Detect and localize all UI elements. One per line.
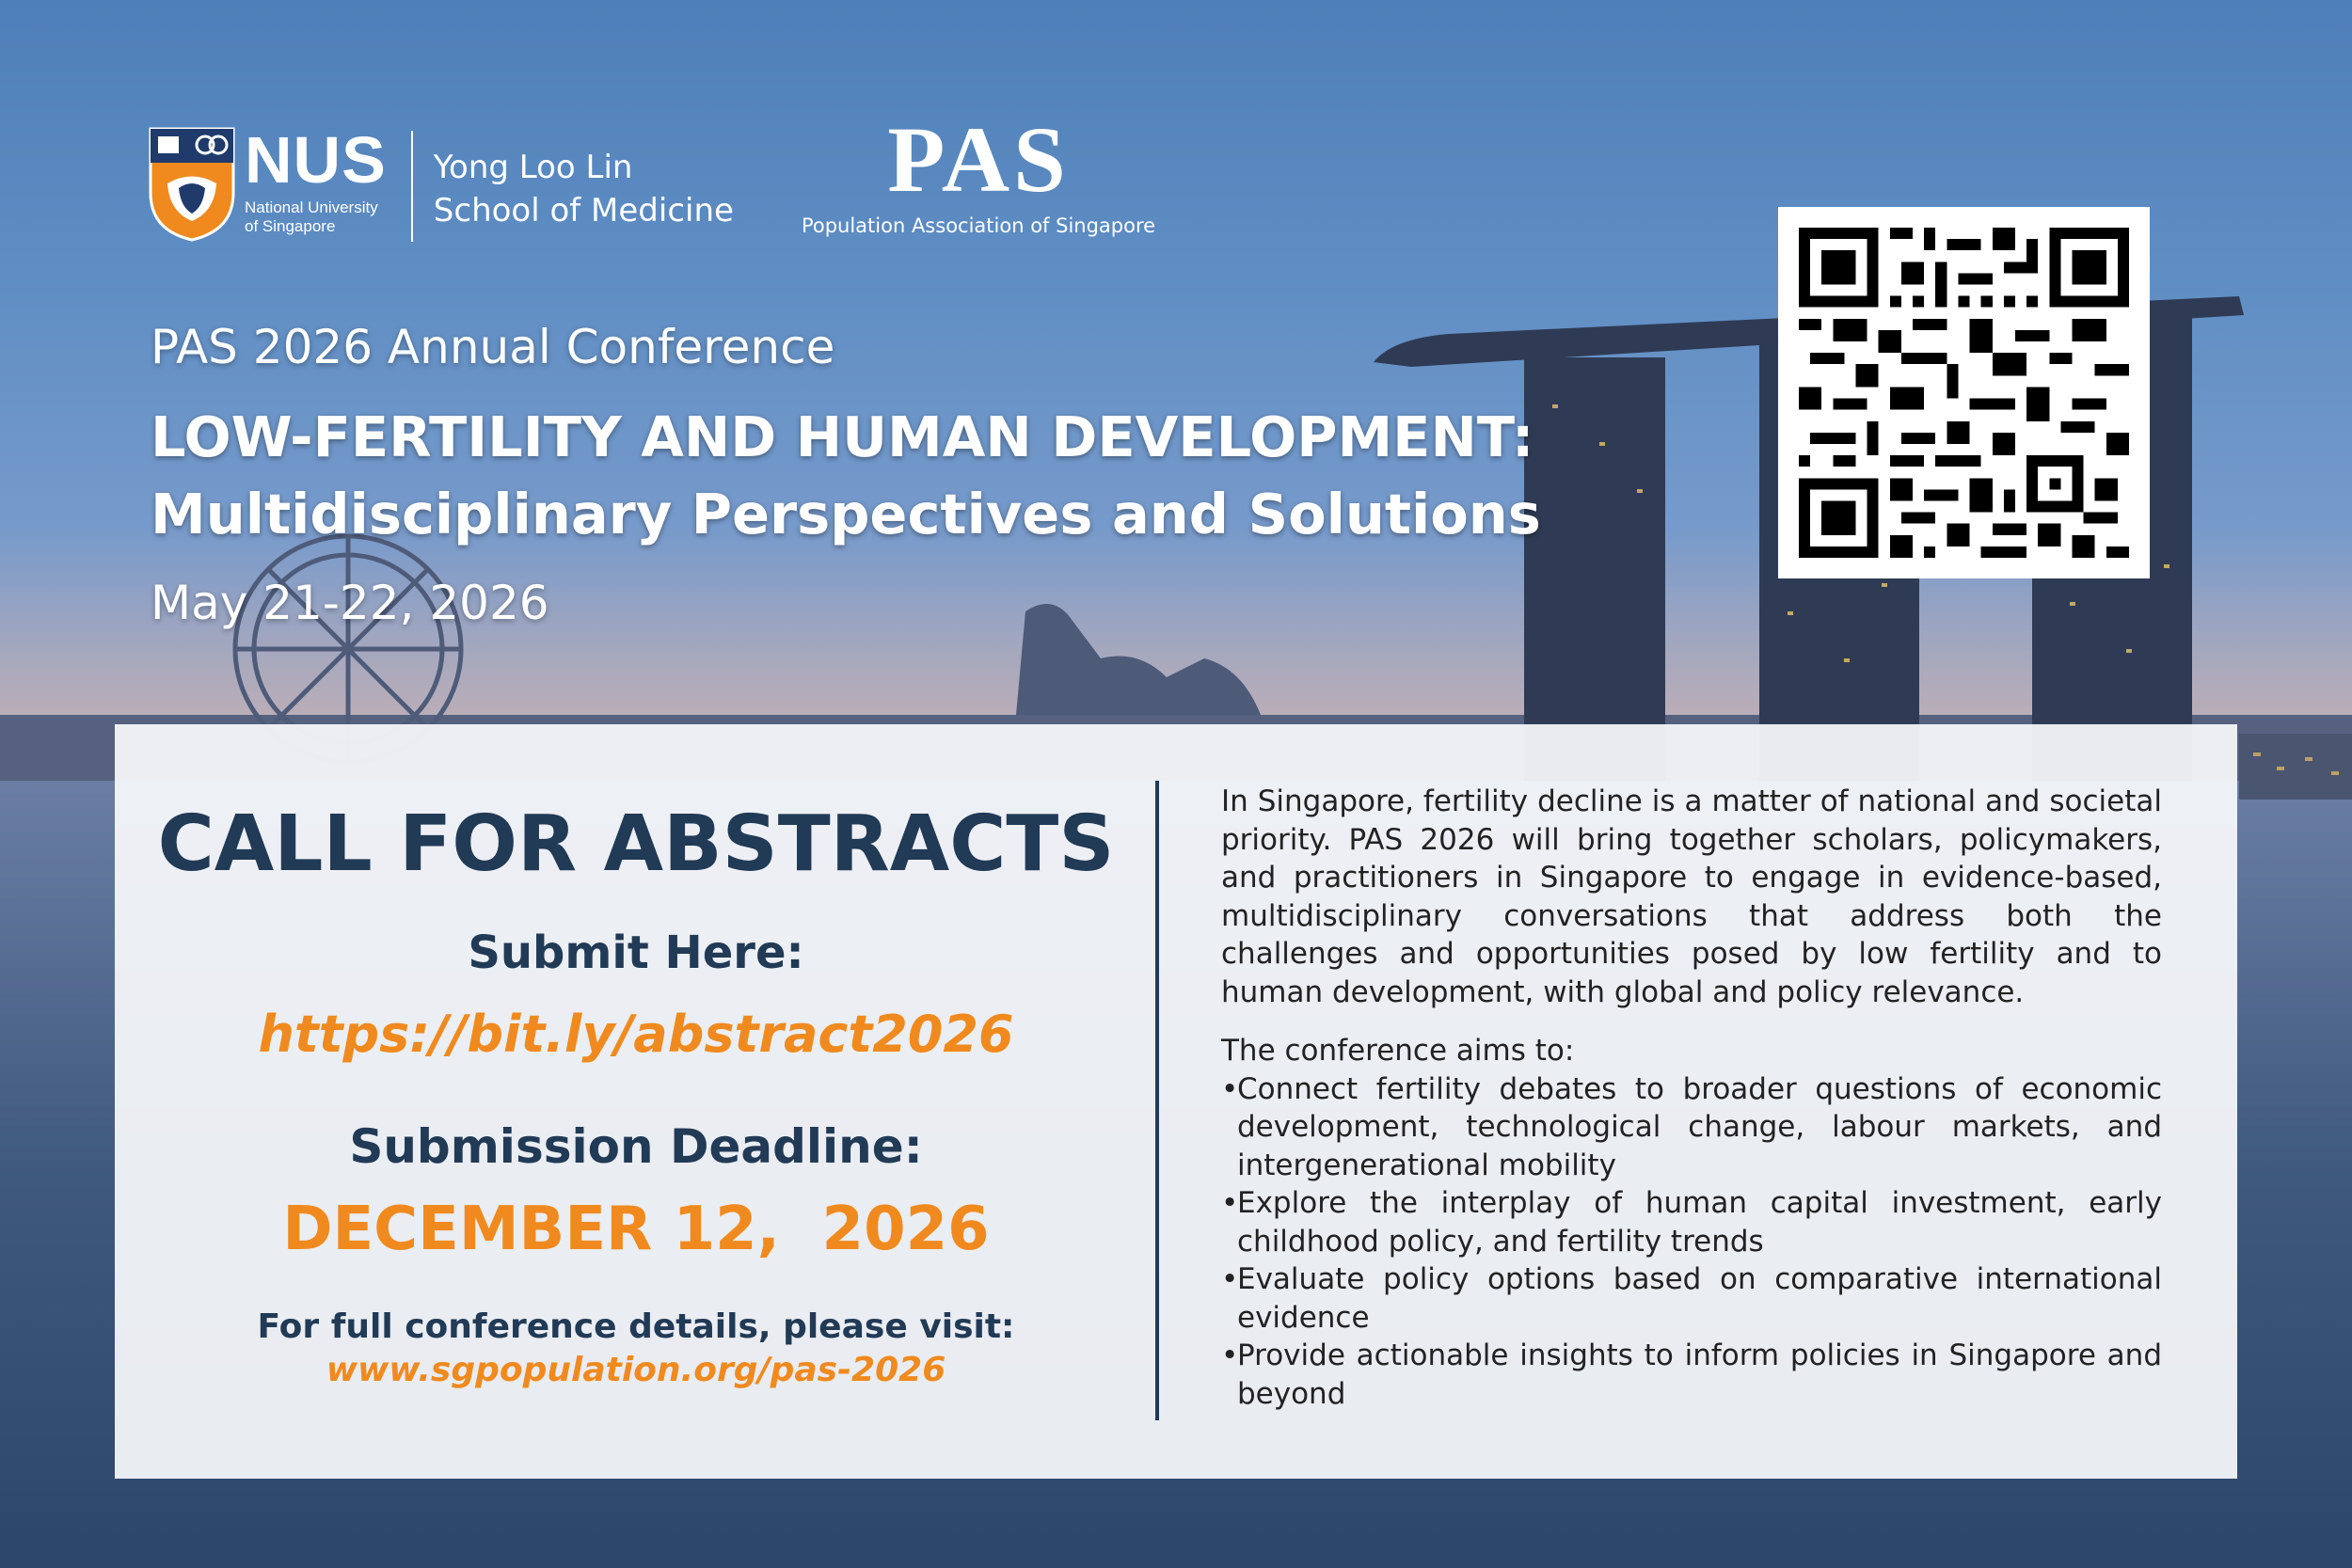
- conference-title-line1: LOW-FERTILITY AND HUMAN DEVELOPMENT:: [151, 404, 1534, 469]
- submission-column: [115, 724, 1157, 1479]
- aim-text: Connect fertility debates to broader questions of economic development, technological change, labour markets, and intergenerational mobility: [1237, 1071, 2162, 1182]
- nus-subtitle-line2: of Singapore: [245, 217, 336, 235]
- qr-code-icon: [1799, 228, 2129, 558]
- aim-text: Explore the interplay of human capital investment, early childhood policy, and fertility trends: [1237, 1186, 2162, 1259]
- conference-website-link[interactable]: www.sgpopulation.org/pas-2026: [326, 1351, 946, 1389]
- qr-code[interactable]: [1778, 207, 2150, 578]
- nus-crest-icon: [149, 127, 235, 242]
- intro-paragraph: In Singapore, fertility decline is a matter of national and societal priority. PAS 2026 will bring together scholars, policymakers, and practitioners in Singapore to engage in evidence-based, multidisciplinary conversations that address both the challenges and opportunities posed by low fertility and to human development, with global and policy relevance.: [1221, 784, 2162, 1009]
- list-item: [1221, 1337, 2162, 1413]
- bullet-icon: •: [1221, 1338, 1239, 1372]
- visit-label: For full conference details, please visit:: [257, 1307, 1015, 1346]
- aim-text: Provide actionable insights to inform policies in Singapore and beyond: [1237, 1338, 2162, 1411]
- nus-wordmark: NUS: [245, 123, 387, 197]
- conference-date: May 21-22, 2026: [151, 576, 549, 630]
- deadline-date: DECEMBER 12, 2026: [282, 1195, 990, 1264]
- pas-logo: [795, 107, 1162, 237]
- conference-title-line2: Multidisciplinary Perspectives and Solutions: [151, 482, 1541, 546]
- call-for-abstracts-heading: CALL FOR ABSTRACTS: [157, 800, 1115, 889]
- aims-list: [1221, 1070, 2162, 1414]
- conference-label: PAS 2026 Annual Conference: [151, 320, 835, 374]
- logo-divider: [411, 131, 413, 242]
- description-column: [1221, 783, 2162, 1413]
- school-name-line1: Yong Loo Lin: [433, 149, 633, 186]
- deadline-label: Submission Deadline:: [349, 1119, 923, 1174]
- nus-logo: [149, 123, 734, 245]
- aims-label: The conference aims to:: [1221, 1034, 1575, 1068]
- pas-subtitle: Population Association of Singapore: [801, 214, 1156, 237]
- list-item: [1221, 1184, 2162, 1260]
- submit-here-label: Submit Here:: [468, 927, 804, 979]
- column-divider: [1155, 781, 1159, 1420]
- aim-text: Evaluate policy options based on comparative international evidence: [1237, 1262, 2162, 1335]
- submit-link[interactable]: https://bit.ly/abstract2026: [258, 1005, 1014, 1064]
- pas-wordmark: PAS: [887, 107, 1070, 212]
- call-for-abstracts-panel: [115, 724, 2237, 1479]
- list-item: [1221, 1070, 2162, 1185]
- list-item: [1221, 1260, 2162, 1337]
- bullet-icon: •: [1221, 1071, 1239, 1106]
- school-name-line2: School of Medicine: [433, 192, 734, 230]
- bullet-icon: •: [1221, 1186, 1239, 1220]
- nus-subtitle-line1: National University: [245, 198, 378, 216]
- bullet-icon: •: [1221, 1262, 1239, 1296]
